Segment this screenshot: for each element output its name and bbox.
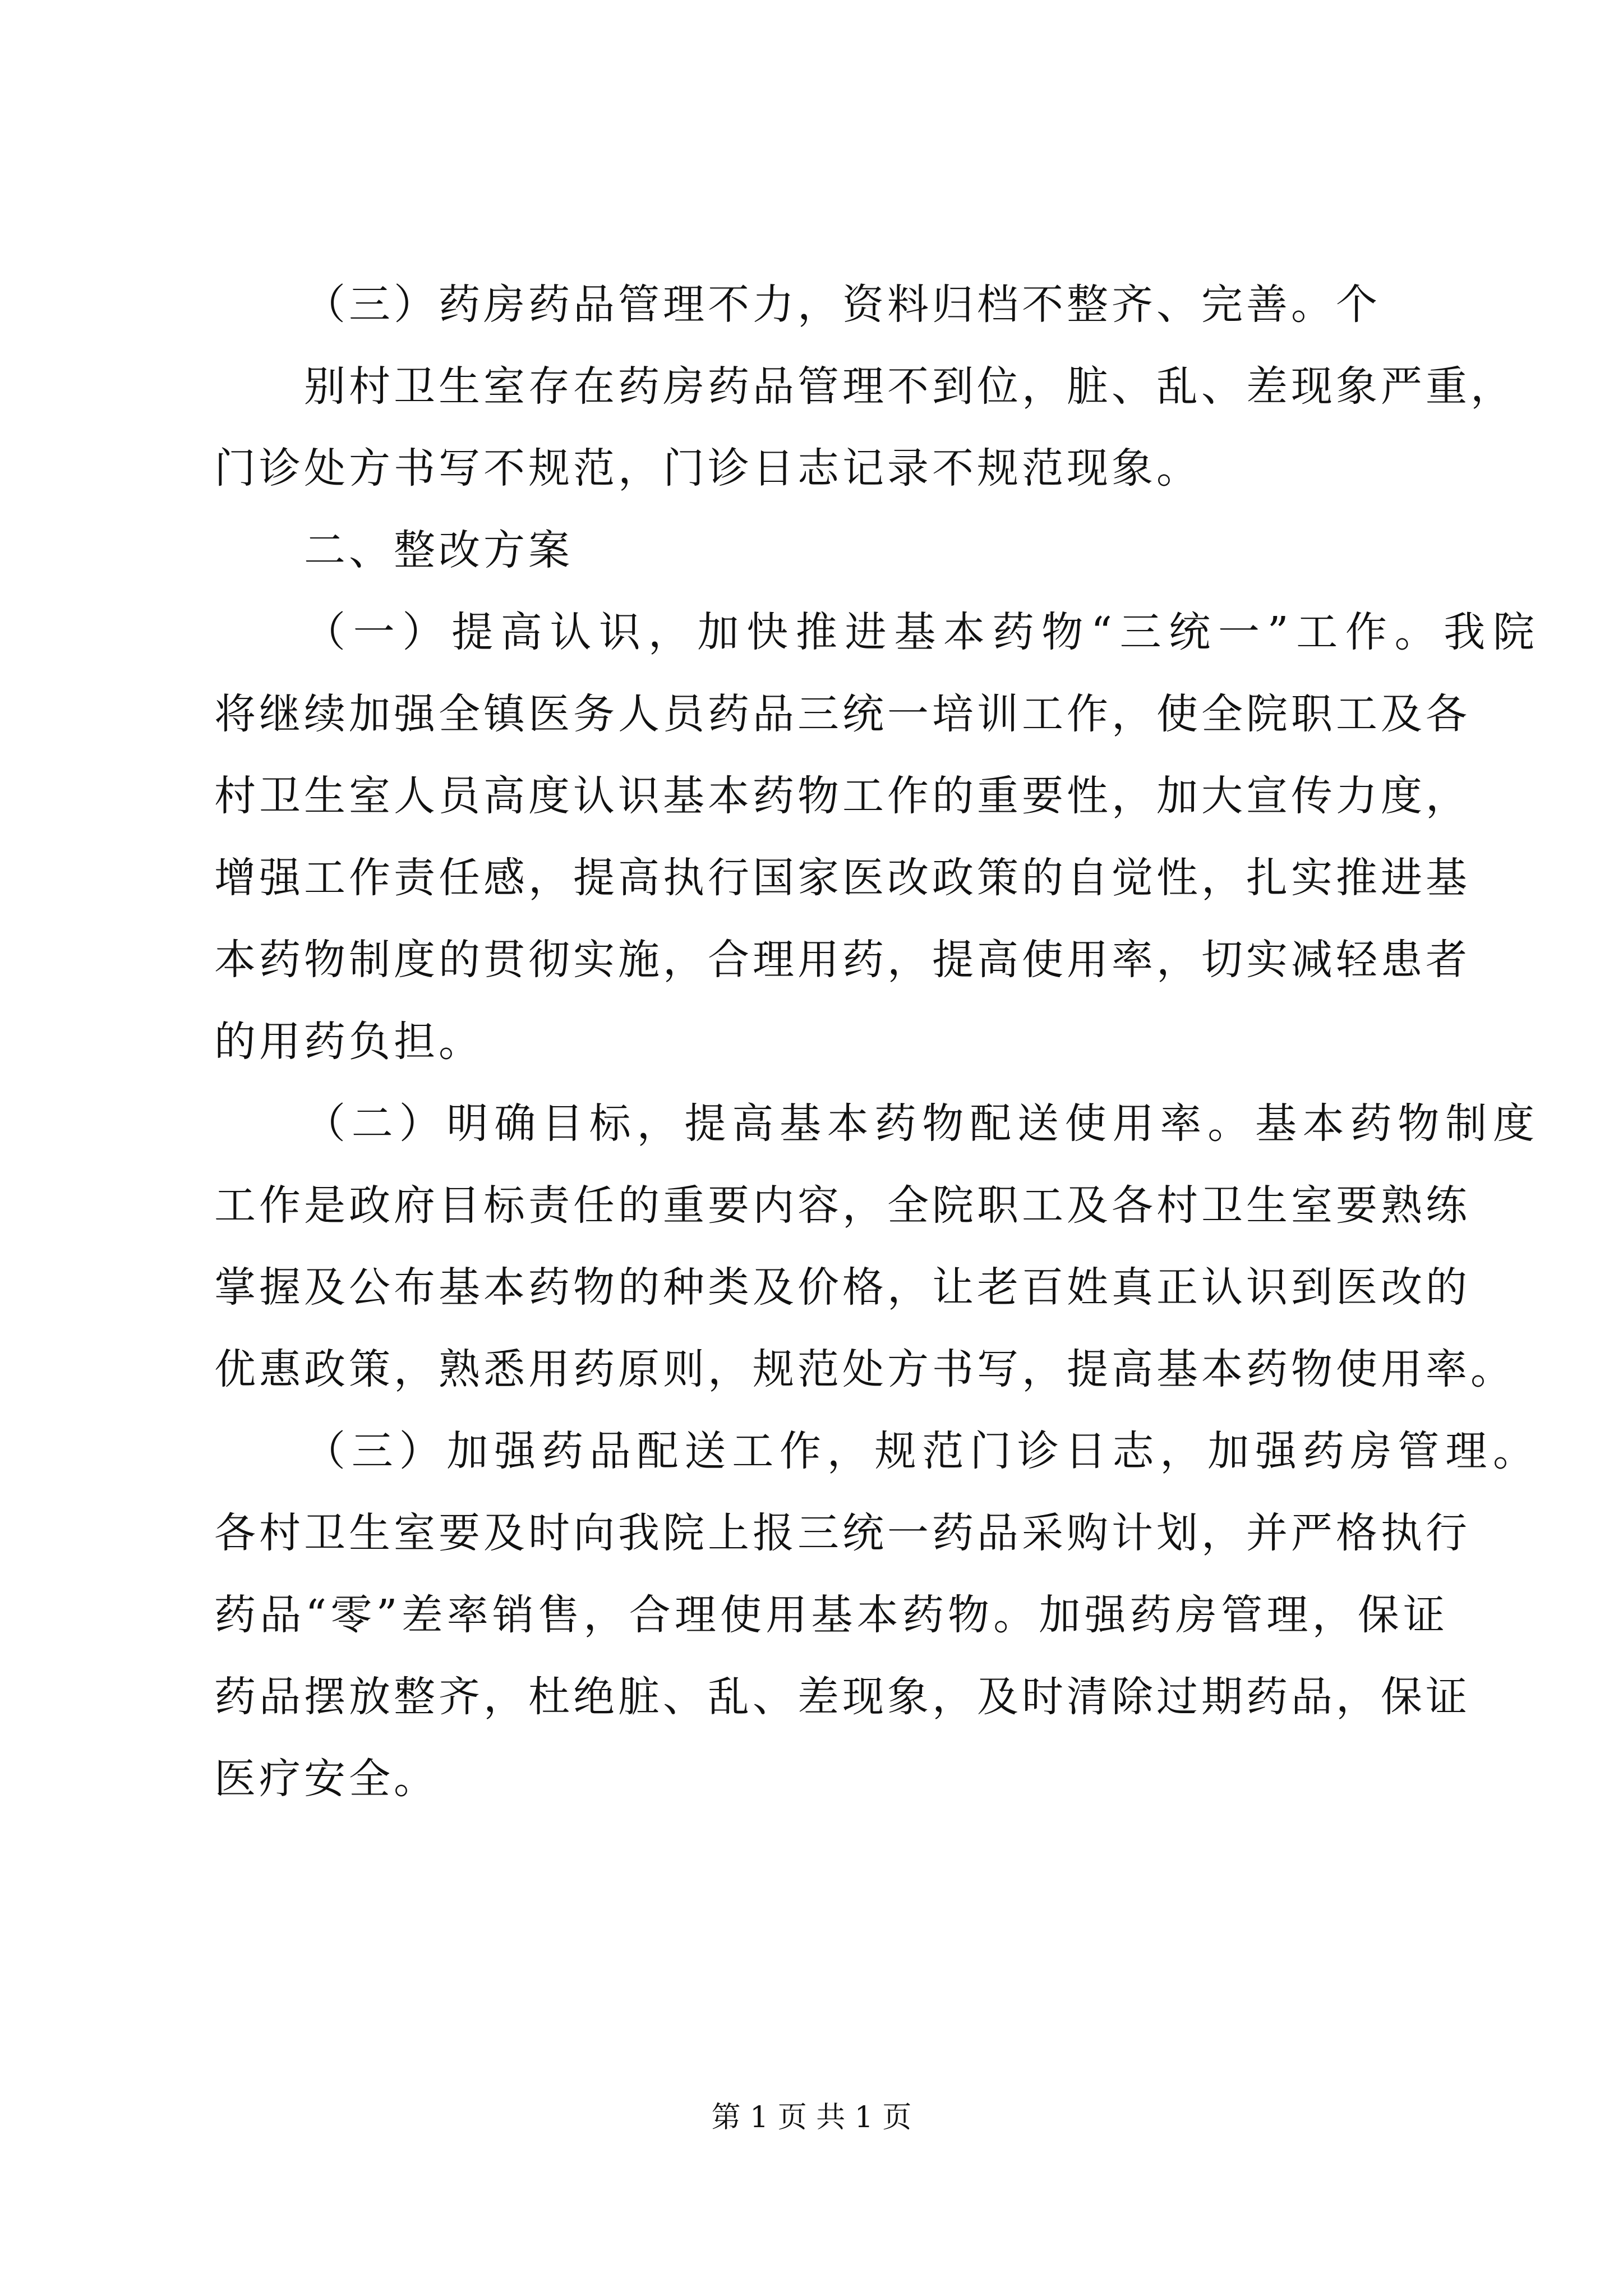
text-line: 药品摆放整齐，杜绝脏、乱、差现象，及时清除过期药品，保证 (214, 1673, 1470, 1721)
text-line: （一）提高认识，加快推进基本药物“三统一”工作。我院 (304, 608, 1538, 656)
text-line: 增强工作责任感，提高执行国家医改政策的自觉性，扎实推进基 (214, 854, 1470, 902)
text-line: 别村卫生室存在药房药品管理不到位，脏、乱、差现象严重， (304, 362, 1515, 411)
text-line: 工作是政府目标责任的重要内容，全院职工及各村卫生室要熟练 (214, 1181, 1470, 1230)
text-line: 的用药负担。 (214, 1018, 483, 1066)
text-line: 将继续加强全镇医务人员药品三统一培训工作，使全院职工及各 (214, 690, 1470, 738)
text-line: （二）明确目标，提高基本药物配送使用率。基本药物制度 (304, 1099, 1538, 1148)
text-line: 本药物制度的贯彻实施，合理用药，提高使用率，切实减轻患者 (214, 936, 1470, 984)
text-line: 医疗安全。 (214, 1755, 439, 1803)
text-line: （三）加强药品配送工作，规范门诊日志，加强药房管理。 (304, 1427, 1538, 1475)
text-line: 门诊处方书写不规范，门诊日志记录不规范现象。 (214, 444, 1201, 493)
text-line: 各村卫生室要及时向我院上报三统一药品采购计划，并严格执行 (214, 1509, 1470, 1557)
section-heading: 二、整改方案 (304, 526, 573, 574)
text-line: 村卫生室人员高度认识基本药物工作的重要性，加大宣传力度， (214, 772, 1470, 820)
text-line: 药品“零”差率销售，合理使用基本药物。加强药房管理，保证 (214, 1591, 1448, 1639)
text-line: 掌握及公布基本药物的种类及价格，让老百姓真正认识到医改的 (214, 1263, 1470, 1312)
text-line: 优惠政策，熟悉用药原则，规范处方书写，提高基本药物使用率。 (214, 1345, 1515, 1393)
text-line: （三）药房药品管理不力，资料归档不整齐、完善。个 (304, 280, 1381, 329)
page-number-footer: 第 1 页 共 1 页 (711, 2101, 912, 2134)
document-body (214, 264, 1538, 1820)
